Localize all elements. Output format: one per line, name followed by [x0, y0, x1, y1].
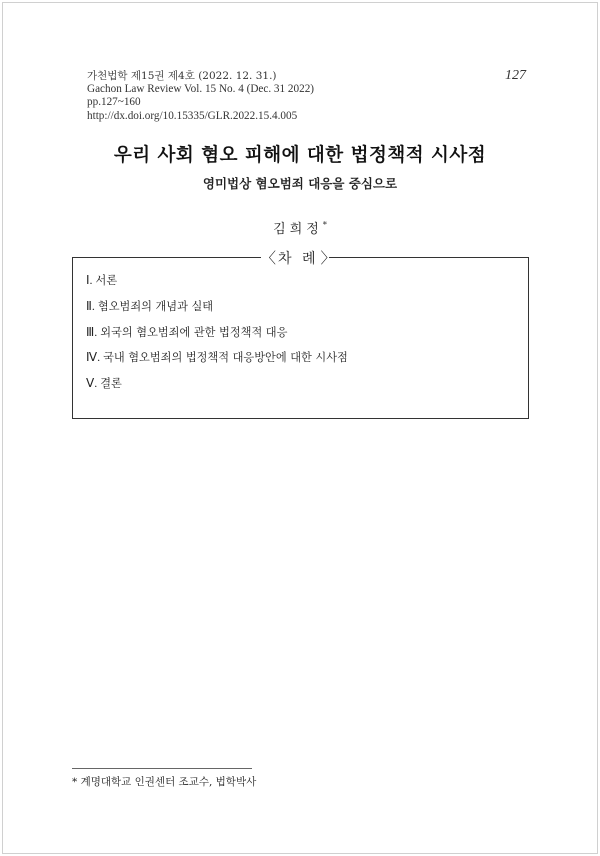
toc-item-label: 외국의 혐오범죄에 관한 법정책적 대응: [100, 325, 288, 339]
journal-title-ko: 가천법학 제15권 제4호 (2022. 12. 31.): [87, 70, 277, 82]
toc-item[interactable]: [86, 349, 348, 375]
page-range: pp.127~160: [87, 96, 141, 109]
page-number: 127: [505, 68, 526, 83]
toc-list: [86, 272, 348, 401]
article-title: 우리 사회 혐오 피해에 대한 법정책적 시사점: [113, 145, 487, 166]
author-footnote-mark[interactable]: *: [322, 220, 327, 230]
toc-item-number: Ⅳ.: [86, 350, 101, 365]
toc-heading-text: 차 례: [278, 251, 319, 267]
toc-item-label: 국내 혐오범죄의 법정책적 대응방안에 대한 시사점: [103, 351, 348, 365]
toc-item-number: Ⅲ.: [86, 324, 98, 339]
author-name: [0, 218, 600, 237]
toc-item-label: 서론: [95, 274, 118, 287]
toc-item[interactable]: [86, 324, 348, 350]
toc-heading: [261, 247, 336, 268]
journal-title-en: Gachon Law Review Vol. 15 No. 4 (Dec. 31 2022): [87, 83, 315, 96]
toc-item[interactable]: [86, 298, 348, 324]
toc-item-number: Ⅴ.: [86, 376, 98, 391]
journal-info: [87, 70, 314, 123]
toc-item-number: Ⅰ.: [86, 273, 93, 287]
doi-link[interactable]: http://dx.doi.org/10.15335/GLR.2022.15.4.005: [87, 109, 298, 122]
toc-item-number: Ⅱ.: [86, 298, 95, 313]
toc-open-bracket: 〈: [261, 249, 277, 267]
toc-item-label: 혐오범죄의 개념과 실태: [97, 299, 214, 313]
article-subtitle: 영미법상 혐오범죄 대응을 중심으로: [202, 176, 398, 191]
footnote-divider: [72, 768, 252, 769]
toc-close-bracket: 〉: [320, 249, 336, 267]
author-footnote: * 계명대학교 인권센터 조교수, 법학박사: [72, 776, 257, 788]
toc-item[interactable]: [86, 375, 348, 401]
page-border: [2, 2, 598, 854]
toc-item[interactable]: [86, 272, 348, 298]
toc-item-label: 결론: [100, 377, 122, 391]
author-text: 김희정: [273, 222, 323, 237]
